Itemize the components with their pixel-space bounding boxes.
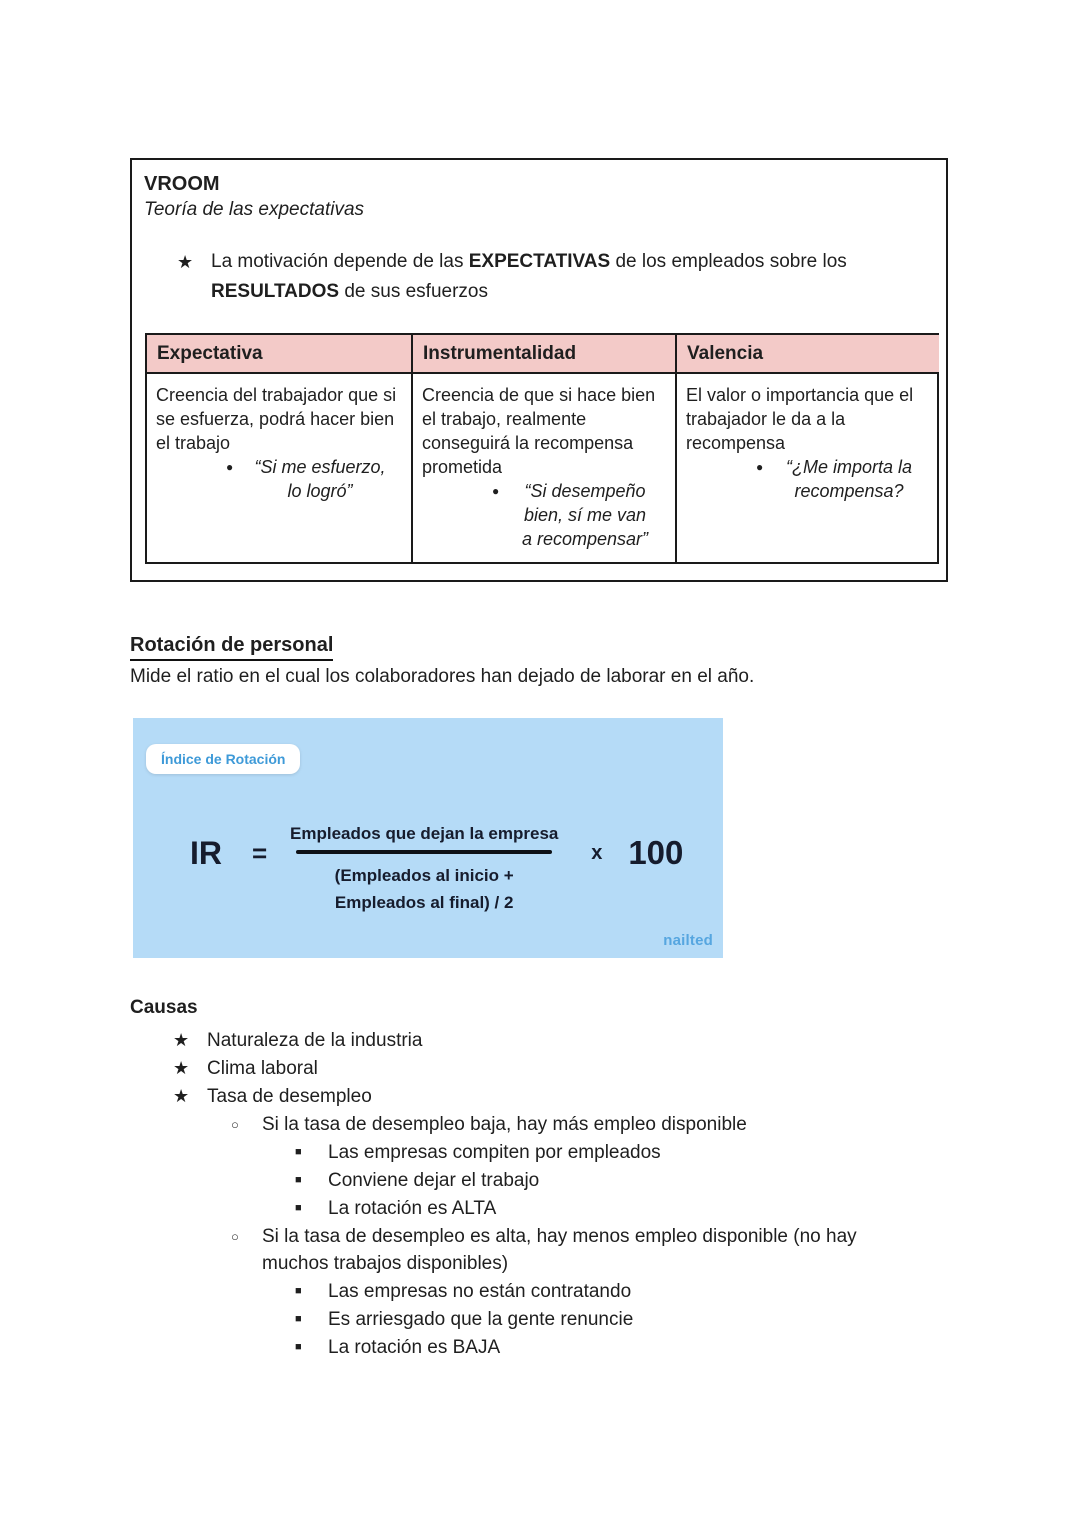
- rotation-formula: [190, 788, 683, 918]
- list-item: [130, 1306, 1010, 1333]
- dot-bullet-icon: ●: [226, 460, 234, 474]
- point-text-2: de los empleados sobre los: [610, 251, 847, 272]
- list-item-label: Las empresas no están contratando: [328, 1281, 632, 1302]
- formula-fraction: [290, 788, 559, 918]
- star-bullet-icon: ★: [173, 1058, 190, 1078]
- list-item: [130, 1139, 1010, 1166]
- causas-section: [130, 996, 1010, 1362]
- cell-quote-text: “Si me esfuerzo, lo logró”: [254, 457, 386, 501]
- vroom-section: [130, 158, 948, 582]
- list-item: [130, 1027, 1010, 1054]
- cell-quote-text: “Si desempeño bien, sí me van a recompensar”: [521, 481, 649, 549]
- cell-quote-text: “¿Me importa la recompensa?: [785, 457, 913, 501]
- square-bullet-icon: ■: [295, 1202, 302, 1214]
- list-item-label: Tasa de desempleo: [207, 1086, 372, 1107]
- fraction-line: [296, 850, 552, 854]
- cell-text: El valor o importancia que el trabajador le da a la recompensa: [686, 385, 914, 453]
- cell-quote-item: [156, 455, 402, 503]
- list-item: [130, 1195, 1010, 1222]
- point-text-1: La motivación depende de las: [211, 251, 469, 272]
- vroom-point: [144, 247, 936, 307]
- table-cell-instrumentalidad: [411, 374, 675, 562]
- circle-bullet-icon: ○: [231, 1117, 239, 1132]
- list-item: [130, 1055, 1010, 1082]
- list-item-label: Si la tasa de desempleo baja, hay más empleo disponible: [262, 1114, 747, 1135]
- point-bold-resultados: RESULTADOS: [211, 281, 340, 302]
- formula-lhs: IR: [190, 834, 222, 871]
- list-item-label: Es arriesgado que la gente renuncie: [328, 1309, 634, 1330]
- list-item-label: Las empresas compiten por empleados: [328, 1142, 661, 1163]
- cell-quote-item: [686, 455, 930, 503]
- table-header-expectativa: Expectativa: [147, 335, 411, 374]
- table-header-instrumentalidad: Instrumentalidad: [411, 335, 675, 374]
- dot-bullet-icon: ●: [756, 460, 764, 474]
- nailted-logo: nailted: [663, 932, 713, 949]
- causas-heading: Causas: [130, 997, 198, 1018]
- rotacion-heading-text: Rotación de personal: [130, 634, 333, 661]
- star-bullet-icon: ★: [173, 1030, 190, 1050]
- list-item: [130, 1278, 1010, 1305]
- square-bullet-icon: ■: [295, 1341, 302, 1353]
- cell-quote-item: [422, 479, 666, 551]
- vroom-subtitle: Teoría de las expectativas: [144, 199, 365, 220]
- list-item: [130, 1167, 1010, 1194]
- fraction-denominator: [335, 862, 514, 918]
- formula-multiply-sign: x: [591, 841, 603, 864]
- list-item-label: Clima laboral: [207, 1058, 318, 1079]
- list-item: [130, 1083, 1010, 1110]
- table-cell-expectativa: [147, 374, 411, 562]
- rotacion-description: Mide el ratio en el cual los colaboradores han dejado de laborar en el año.: [130, 666, 755, 687]
- star-bullet-icon: ★: [177, 252, 194, 272]
- point-text-3: de sus esfuerzos: [339, 281, 488, 302]
- list-item-label: Naturaleza de la industria: [207, 1030, 423, 1051]
- square-bullet-icon: ■: [295, 1313, 302, 1325]
- vroom-title: VROOM: [144, 173, 220, 195]
- formula-equals: =: [252, 837, 268, 868]
- square-bullet-icon: ■: [295, 1285, 302, 1297]
- list-item-label: La rotación es ALTA: [328, 1198, 497, 1219]
- vroom-point-text: [211, 247, 851, 307]
- point-bold-expectativas: EXPECTATIVAS: [468, 251, 611, 272]
- list-item: [130, 1111, 1010, 1138]
- table-header-valencia: Valencia: [675, 335, 939, 374]
- cell-text: Creencia del trabajador que si se esfuerza, podrá hacer bien el trabajo: [156, 385, 397, 453]
- circle-bullet-icon: ○: [231, 1229, 239, 1244]
- list-item: [130, 1334, 1010, 1361]
- table-cell-valencia: [675, 374, 939, 562]
- star-bullet-icon: ★: [173, 1086, 190, 1106]
- indice-rotacion-badge: Índice de Rotación: [146, 744, 300, 774]
- dot-bullet-icon: ●: [492, 484, 500, 498]
- expectancy-table: [145, 333, 939, 564]
- square-bullet-icon: ■: [295, 1174, 302, 1186]
- list-item-label: La rotación es BAJA: [328, 1337, 501, 1358]
- cell-text: Creencia de que si hace bien el trabajo, realmente conseguirá la recompensa prometida: [422, 385, 656, 477]
- formula-multiplier: 100: [628, 834, 684, 871]
- list-item: [130, 1223, 1010, 1277]
- list-item-label: Conviene dejar el trabajo: [328, 1170, 540, 1191]
- denominator-line-2: Empleados al final) / 2: [334, 893, 514, 912]
- rotation-formula-card: [133, 718, 723, 958]
- list-item-label: Si la tasa de desempleo es alta, hay menos empleo disponible (no hay muchos trabajos disponibles): [262, 1226, 857, 1274]
- square-bullet-icon: ■: [295, 1146, 302, 1158]
- rotacion-heading: [130, 634, 333, 661]
- denominator-line-1: (Empleados al inicio +: [334, 866, 514, 885]
- fraction-numerator: Empleados que dejan la empresa: [290, 824, 559, 843]
